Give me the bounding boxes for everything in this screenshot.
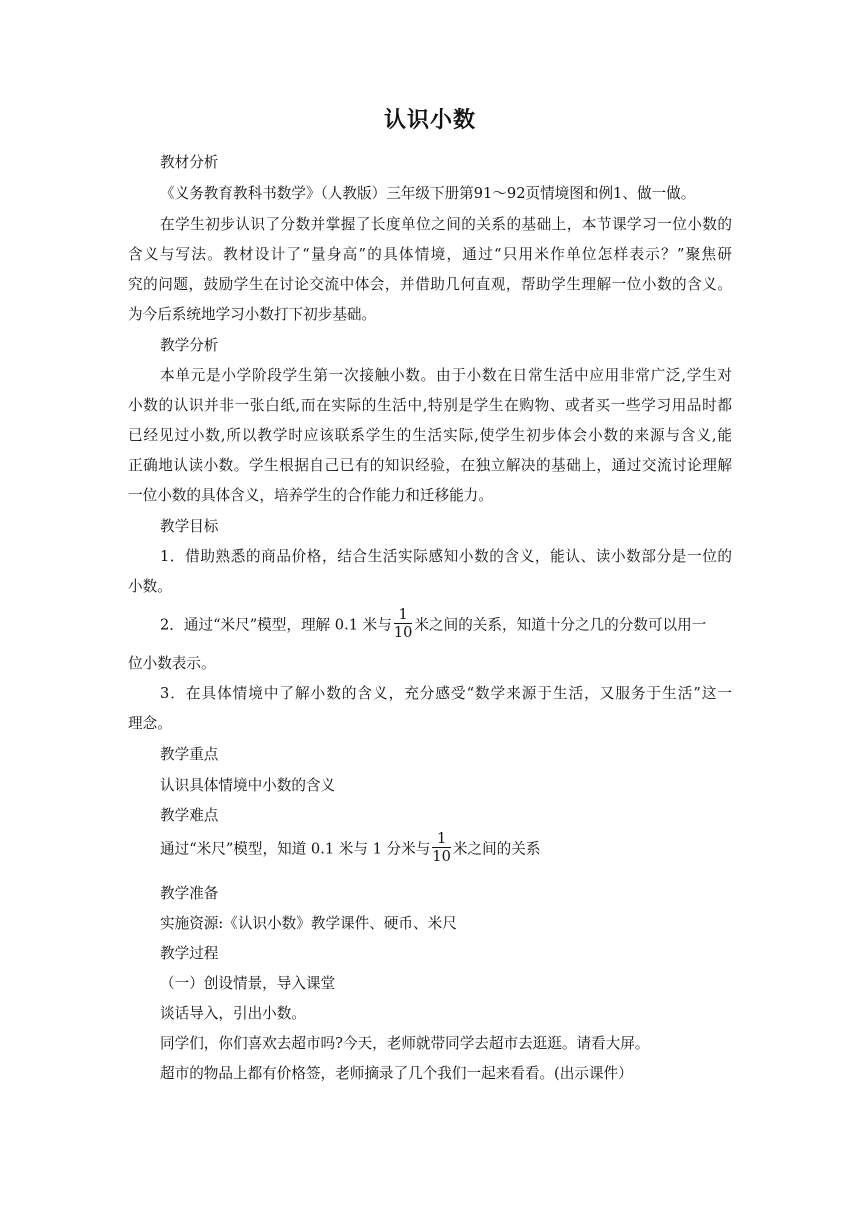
fraction-one-tenth <box>432 830 451 865</box>
paragraph-line: 一位小数的具体含义，培养学生的合作能力和迁移能力。 <box>128 487 493 504</box>
paragraph-line: 含义与写法。教材设计了“量身高”的具体情境，通过“只用米作单位怎样表示？”聚焦研 <box>128 246 732 263</box>
fraction-denominator: 10 <box>393 624 413 641</box>
heading-teaching-goals: 教学目标 <box>160 518 219 535</box>
goal-2-text-before: 2．通过“米尺”模型，理解 0.1 米与 <box>160 616 392 634</box>
process-line: 超市的物品上都有价格签，老师摘录了几个我们一起来看看。(出示课件） <box>160 1065 633 1082</box>
goal-2-text-after: 米之间的关系，知道十分之几的分数可以用一 <box>414 616 707 634</box>
difficulties-text-after: 米之间的关系 <box>452 840 541 858</box>
paragraph-line: 已经见过小数,所以教学时应该联系学生的生活实际,使学生初步体会小数的来源与含义,能 <box>128 427 732 444</box>
process-subheading: （一）创设情景，导入课堂 <box>160 975 336 992</box>
fraction-denominator: 10 <box>432 848 451 865</box>
paragraph-line: 小数的认识并非一张白纸,而在实际的生活中,特别是学生在购物、或者买一些学习用品时都 <box>128 397 732 414</box>
difficulties-text-before: 通过“米尺”模型，知道 0.1 米与 1 分米与 <box>160 840 431 858</box>
heading-key-points: 教学重点 <box>160 746 219 763</box>
heading-difficulties: 教学难点 <box>160 807 219 824</box>
fraction-numerator: 1 <box>394 606 413 624</box>
preparation-text: 实施资源:《认识小数》教学课件、硬币、米尺 <box>160 915 457 932</box>
fraction-one-tenth <box>394 606 413 641</box>
difficulties-text <box>128 832 732 872</box>
paragraph-textbook-source: 《义务教育教科书数学》（人教版）三年级下册第91～92页情境图和例1、做一做。 <box>160 185 696 202</box>
heading-preparation: 教学准备 <box>160 885 219 902</box>
heading-process: 教学过程 <box>160 945 219 962</box>
process-line: 谈话导入，引出小数。 <box>160 1005 306 1022</box>
goal-2-line: 位小数表示。 <box>128 655 216 672</box>
document-title: 认识小数 <box>383 108 476 133</box>
heading-teaching-analysis: 教学分析 <box>160 337 219 354</box>
paragraph-line: 在学生初步认识了分数并掌握了长度单位之间的关系的基础上，本节课学习一位小数的 <box>160 216 732 233</box>
fraction-numerator: 1 <box>432 830 451 848</box>
key-points-text: 认识具体情境中小数的含义 <box>160 777 336 794</box>
process-line: 同学们，你们喜欢去超市吗?今天，老师就带同学去超市去逛逛。请看大屏。 <box>160 1035 650 1052</box>
paragraph-line: 正确地认读小数。学生根据自己已有的知识经验，在独立解决的基础上，通过交流讨论理解 <box>128 457 732 474</box>
paragraph-line: 究的问题，鼓励学生在讨论交流中体会，并借助几何直观，帮助学生理解一位小数的含义。 <box>128 276 732 293</box>
goal-3-line: 理念。 <box>128 715 172 732</box>
paragraph-line: 为今后系统地学习小数打下初步基础。 <box>128 306 377 323</box>
goal-1-line: 小数。 <box>128 578 172 595</box>
paragraph-line: 本单元是小学阶段学生第一次接触小数。由于小数在日常生活中应用非常广泛,学生对 <box>160 367 732 384</box>
heading-textbook-analysis: 教材分析 <box>160 154 219 171</box>
goal-3-line: 3．在具体情境中了解小数的含义，充分感受“数学来源于生活，又服务于生活”这一 <box>160 685 732 702</box>
goal-2-line <box>128 608 732 648</box>
goal-1-line: 1．借助熟悉的商品价格，结合生活实际感知小数的含义，能认、读小数部分是一位的 <box>160 548 732 565</box>
